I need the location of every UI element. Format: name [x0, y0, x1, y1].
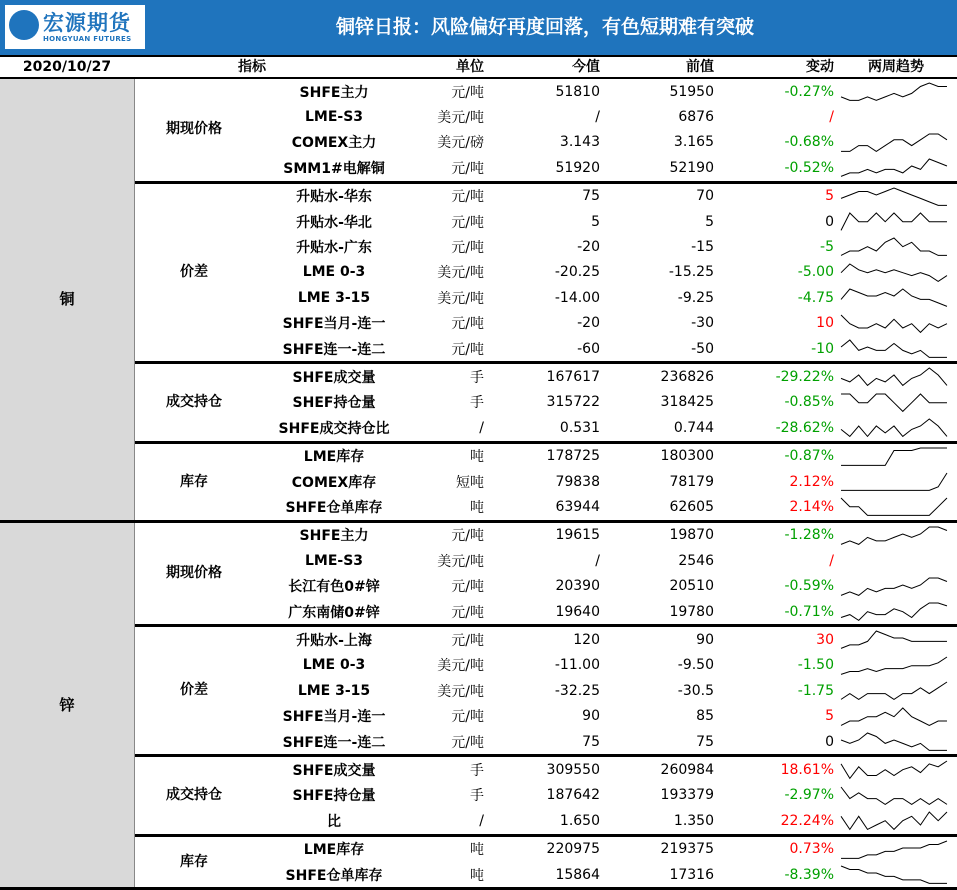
indicator-name: 长江有色0#锌	[288, 579, 380, 596]
change-value: -1.50	[797, 657, 834, 674]
current-value: 63944	[555, 499, 600, 516]
unit-value: 元/吨	[451, 160, 484, 177]
previous-value: 90	[696, 632, 714, 649]
unit-value: 吨	[470, 500, 484, 517]
unit-value: 元/吨	[451, 214, 484, 231]
change-value: -0.68%	[784, 134, 834, 151]
current-value: -11.00	[554, 657, 600, 674]
previous-value: 180300	[660, 448, 714, 465]
unit-value: 元/吨	[451, 579, 484, 596]
trend-line	[841, 578, 947, 595]
current-value: 79838	[555, 473, 600, 490]
change-value: 0.73%	[789, 841, 834, 858]
trend-sparkline	[840, 106, 948, 127]
unit-value: 美元/磅	[437, 135, 484, 152]
previous-value: 0.744	[673, 419, 714, 436]
indicator-name: LME库存	[303, 449, 365, 466]
unit-value: 元/吨	[451, 240, 484, 257]
trend-line	[841, 527, 947, 544]
change-value: 2.14%	[789, 499, 834, 516]
group-divider-line	[134, 79, 135, 520]
trend-sparkline	[840, 211, 948, 232]
change-value: 0	[825, 733, 834, 750]
group-label: 铜	[59, 290, 75, 308]
current-value: 315722	[546, 394, 600, 411]
column-current: 今值	[572, 59, 600, 75]
trend-line	[841, 83, 947, 100]
change-value: /	[829, 109, 834, 126]
column-change: 变动	[806, 59, 834, 75]
unit-value: 元/吨	[451, 84, 484, 101]
trend-sparkline	[840, 864, 948, 885]
indicator-name: SHFE仓单库存	[285, 867, 383, 884]
current-value: 178725	[546, 448, 600, 465]
change-value: -29.22%	[775, 369, 834, 386]
subgroup-label: 成交持仓	[166, 394, 222, 411]
change-value: 18.61%	[780, 762, 834, 779]
previous-value: -15.25	[668, 264, 714, 281]
indicator-name: LME 3-15	[297, 289, 371, 306]
unit-value: 美元/吨	[437, 683, 484, 700]
current-value: 20390	[555, 578, 600, 595]
previous-value: 260984	[660, 762, 714, 779]
group-divider-line	[134, 523, 135, 888]
unit-value: 手	[470, 788, 484, 805]
subgroup-label: 库存	[180, 473, 208, 490]
change-value: 5	[825, 708, 834, 725]
indicator-name: SHFE连一-连二	[282, 341, 386, 358]
indicator-name: 广东南储0#锌	[288, 604, 380, 621]
current-value: 1.650	[559, 812, 600, 829]
subgroup-label: 期现价格	[166, 564, 222, 581]
change-value: 5	[825, 188, 834, 205]
indicator-name: SHFE成交量	[292, 763, 376, 780]
trend-line	[841, 448, 947, 465]
trend-sparkline	[840, 446, 948, 467]
change-value: -4.75	[797, 289, 834, 306]
trend-line	[841, 761, 947, 778]
subgroup-label: 成交持仓	[166, 787, 222, 804]
unit-value: 元/吨	[451, 709, 484, 726]
change-value: /	[829, 552, 834, 569]
indicator-name: SHFE主力	[299, 528, 369, 545]
current-value: 5	[591, 213, 600, 230]
trend-sparkline	[840, 785, 948, 806]
change-value: -2.97%	[784, 787, 834, 804]
indicator-name: SHFE当月-连一	[282, 316, 386, 333]
change-value: -5	[820, 239, 834, 256]
trend-sparkline	[840, 471, 948, 492]
trend-line	[841, 841, 947, 858]
trend-sparkline	[840, 550, 948, 571]
trend-line	[841, 315, 947, 332]
previous-value: 1.350	[673, 812, 714, 829]
indicator-name: 升贴水-华东	[296, 189, 372, 206]
current-value: 220975	[546, 841, 600, 858]
change-value: -0.59%	[784, 578, 834, 595]
subgroup-label: 库存	[180, 853, 208, 870]
company-logo	[5, 5, 145, 49]
unit-value: 吨	[470, 867, 484, 884]
trend-sparkline	[840, 680, 948, 701]
previous-value: 75	[696, 733, 714, 750]
previous-value: -15	[691, 239, 714, 256]
report-title: 铜锌日报：风险偏好再度回落，有色短期难有突破	[335, 16, 754, 38]
trend-sparkline	[840, 525, 948, 546]
column-previous: 前值	[686, 59, 714, 75]
trend-line	[841, 394, 947, 411]
previous-value: 318425	[660, 394, 714, 411]
previous-value: 2546	[678, 552, 714, 569]
previous-value: 62605	[669, 499, 714, 516]
trend-line	[841, 368, 947, 385]
trend-line	[841, 473, 947, 490]
change-value: 2.12%	[789, 473, 834, 490]
trend-line	[841, 812, 947, 829]
unit-value: 美元/吨	[437, 265, 484, 282]
trend-line	[841, 289, 947, 306]
indicator-name: SHEF持仓量	[292, 395, 376, 412]
unit-value: /	[479, 419, 484, 436]
indicator-name: SHFE成交持仓比	[278, 420, 390, 437]
unit-value: 元/吨	[451, 341, 484, 358]
trend-sparkline	[840, 810, 948, 831]
current-value: -20.25	[554, 264, 600, 281]
trend-sparkline	[840, 236, 948, 257]
unit-value: 吨	[470, 842, 484, 859]
trend-sparkline	[840, 186, 948, 207]
previous-value: -9.50	[677, 657, 714, 674]
unit-value: 美元/吨	[437, 553, 484, 570]
group-label: 锌	[59, 695, 75, 714]
indicator-name: 升贴水-上海	[296, 633, 372, 650]
change-value: -1.75	[797, 682, 834, 699]
previous-value: 236826	[660, 369, 714, 386]
indicator-name: SHFE连一-连二	[282, 734, 386, 751]
trend-line	[841, 866, 947, 883]
change-value: 0	[825, 213, 834, 230]
unit-value: 元/吨	[451, 604, 484, 621]
trend-sparkline	[840, 262, 948, 283]
unit-value: 手	[470, 370, 484, 387]
indicator-name: 升贴水-华北	[296, 214, 372, 231]
subgroup-label: 价差	[180, 263, 208, 280]
current-value: 51920	[555, 159, 600, 176]
current-value: /	[595, 109, 600, 126]
indicator-name: SHFE持仓量	[292, 788, 376, 805]
change-value: -10	[811, 340, 834, 357]
previous-value: 19870	[669, 527, 714, 544]
indicator-name: 升贴水-广东	[296, 240, 372, 257]
previous-value: 52190	[669, 159, 714, 176]
current-value: 51810	[555, 83, 600, 100]
previous-value: 3.165	[673, 134, 714, 151]
change-value: -0.71%	[784, 603, 834, 620]
trend-line	[841, 657, 947, 674]
previous-value: 6876	[678, 109, 714, 126]
current-value: -20	[577, 239, 600, 256]
current-value: -20	[577, 315, 600, 332]
logo-mark-icon	[9, 10, 39, 40]
unit-value: 美元/吨	[437, 290, 484, 307]
trend-line	[841, 159, 947, 176]
unit-value: 元/吨	[451, 633, 484, 650]
trend-sparkline	[840, 132, 948, 153]
indicator-name: 比	[327, 813, 341, 830]
current-value: -60	[577, 340, 600, 357]
unit-value: 元/吨	[451, 189, 484, 206]
current-value: 120	[573, 632, 600, 649]
unit-value: /	[479, 812, 484, 829]
indicator-name: LME库存	[303, 842, 365, 859]
previous-value: 20510	[669, 578, 714, 595]
previous-value: 70	[696, 188, 714, 205]
column-header-row	[0, 55, 957, 79]
indicator-name: SHFE主力	[299, 84, 369, 101]
trend-line	[841, 603, 947, 620]
trend-line	[841, 419, 947, 436]
trend-sparkline	[840, 655, 948, 676]
indicator-name: COMEX库存	[291, 474, 377, 491]
trend-sparkline	[840, 601, 948, 622]
unit-value: 美元/吨	[437, 658, 484, 675]
subgroup-label: 期现价格	[166, 121, 222, 137]
previous-value: 5	[705, 213, 714, 230]
indicator-name: LME-S3	[304, 552, 364, 569]
unit-value: 手	[470, 395, 484, 412]
change-value: -8.39%	[784, 866, 834, 883]
trend-sparkline	[840, 496, 948, 517]
change-value: -0.87%	[784, 448, 834, 465]
current-value: -14.00	[554, 289, 600, 306]
unit-value: 手	[470, 763, 484, 780]
current-value: 75	[582, 733, 600, 750]
indicator-name: LME-S3	[304, 109, 364, 126]
trend-sparkline	[840, 313, 948, 334]
unit-value: 吨	[470, 449, 484, 466]
indicator-name: SHFE成交量	[292, 370, 376, 387]
unit-value: 美元/吨	[437, 110, 484, 127]
trend-line	[841, 787, 947, 804]
change-value: -1.28%	[784, 527, 834, 544]
trend-sparkline	[840, 157, 948, 178]
previous-value: 19780	[669, 603, 714, 620]
column-unit: 单位	[456, 59, 484, 75]
current-value: -32.25	[554, 682, 600, 699]
current-value: 15864	[555, 866, 600, 883]
change-value: -5.00	[797, 264, 834, 281]
indicator-name: SMM1#电解铜	[283, 160, 385, 177]
current-value: 3.143	[559, 134, 600, 151]
trend-sparkline	[840, 417, 948, 438]
previous-value: -30.5	[677, 682, 714, 699]
trend-line	[841, 498, 947, 515]
current-value: 187642	[546, 787, 600, 804]
trend-sparkline	[840, 629, 948, 650]
current-value: 75	[582, 188, 600, 205]
trend-sparkline	[840, 392, 948, 413]
indicator-name: LME 0-3	[302, 264, 366, 281]
previous-value: -30	[691, 315, 714, 332]
subgroup-label: 价差	[180, 682, 208, 699]
current-value: 0.531	[559, 419, 600, 436]
indicator-name: SHFE仓单库存	[285, 500, 383, 517]
change-value: -0.85%	[784, 394, 834, 411]
indicator-name: LME 3-15	[297, 682, 371, 699]
previous-value: -50	[691, 340, 714, 357]
change-value: 10	[816, 315, 834, 332]
trend-line	[841, 708, 947, 725]
current-value: 309550	[546, 762, 600, 779]
trend-line	[841, 631, 947, 648]
trend-line	[841, 340, 947, 357]
previous-value: 193379	[660, 787, 714, 804]
logo-name-cn: 宏源期货	[43, 11, 131, 35]
trend-sparkline	[840, 576, 948, 597]
change-value: -28.62%	[775, 419, 834, 436]
report-date: 2020/10/27	[22, 59, 112, 75]
column-trend: 两周趋势	[868, 59, 924, 75]
trend-line	[841, 188, 947, 205]
trend-sparkline	[840, 731, 948, 752]
previous-value: -9.25	[677, 289, 714, 306]
logo-name-en: HONGYUAN FUTURES	[43, 35, 132, 43]
previous-value: 51950	[669, 83, 714, 100]
current-value: 167617	[546, 369, 600, 386]
unit-value: 短吨	[456, 474, 484, 491]
current-value: 90	[582, 708, 600, 725]
trend-sparkline	[840, 338, 948, 359]
trend-line	[841, 134, 947, 151]
change-value: -0.27%	[784, 83, 834, 100]
column-indicator: 指标	[238, 59, 266, 75]
trend-sparkline	[840, 287, 948, 308]
trend-line	[841, 733, 947, 750]
current-value: 19615	[555, 527, 600, 544]
previous-value: 78179	[669, 473, 714, 490]
previous-value: 85	[696, 708, 714, 725]
unit-value: 元/吨	[451, 734, 484, 751]
trend-sparkline	[840, 706, 948, 727]
current-value: 19640	[555, 603, 600, 620]
trend-line	[841, 264, 947, 281]
trend-line	[841, 238, 947, 255]
trend-line	[841, 682, 947, 699]
unit-value: 元/吨	[451, 528, 484, 545]
trend-line	[841, 213, 947, 230]
previous-value: 17316	[669, 866, 714, 883]
indicator-name: COMEX主力	[291, 135, 377, 152]
previous-value: 219375	[660, 841, 714, 858]
indicator-name: LME 0-3	[302, 657, 366, 674]
change-value: 30	[816, 632, 834, 649]
trend-sparkline	[840, 366, 948, 387]
report-header	[0, 0, 957, 55]
trend-sparkline	[840, 759, 948, 780]
change-value: -0.52%	[784, 159, 834, 176]
unit-value: 元/吨	[451, 316, 484, 333]
indicator-name: SHFE当月-连一	[282, 709, 386, 726]
trend-sparkline	[840, 839, 948, 860]
trend-sparkline	[840, 81, 948, 102]
current-value: /	[595, 552, 600, 569]
change-value: 22.24%	[780, 812, 834, 829]
